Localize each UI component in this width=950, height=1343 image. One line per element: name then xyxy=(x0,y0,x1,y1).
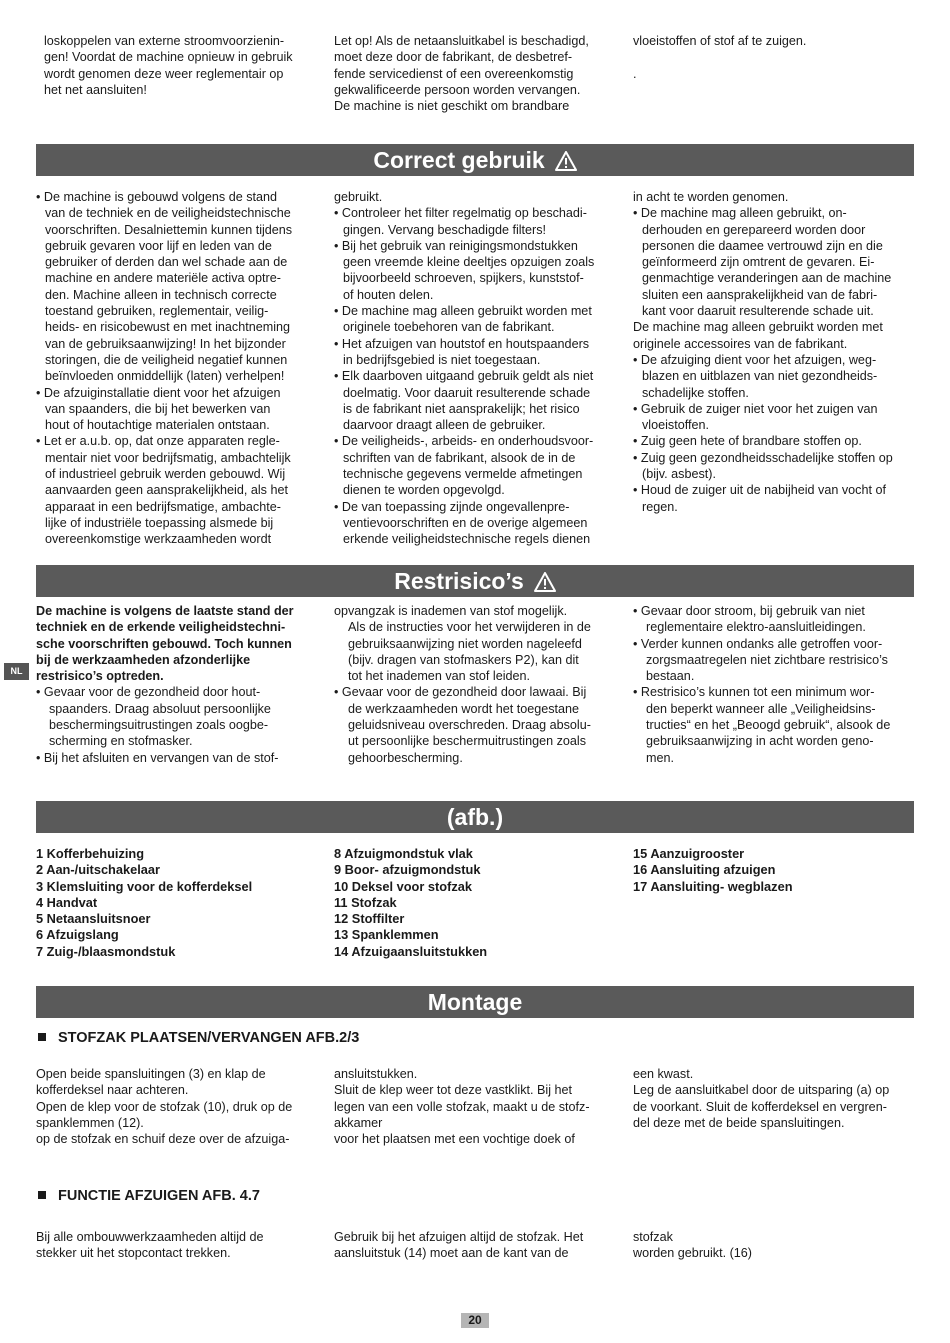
list-item: • Controleer het filter regelmatig op beschadi- gingen. Vervang beschadigde filters! xyxy=(334,206,587,237)
list-item: 13 Spanklemmen xyxy=(334,927,439,943)
list-item: 17 Aansluiting- wegblazen xyxy=(633,878,793,894)
subheading-text: FUNCTIE AFZUIGEN AFB. 4.7 xyxy=(58,1188,260,1204)
list-item: • De machine mag alleen gebruikt worden met originele toebehoren van de fabrikant. xyxy=(334,304,592,335)
list-item: 7 Zuig-/blaasmondstuk xyxy=(36,943,176,959)
list-item: • Gebruik de zuiger niet voor het zuigen van vloeistoffen. xyxy=(633,401,878,433)
list-item: • Restrisico’s kunnen tot een minimum wor- den beperkt wanneer alle „Veiligheidsins- tructies“ en het „Beoogd gebruik“, alsook de gebruiksaanwijzing in acht worden geno- men. xyxy=(633,685,891,765)
list-item: • Zuig geen hete of brandbare stoffen op. xyxy=(633,434,862,449)
list-item: gebruikt. xyxy=(334,190,383,204)
list-item: 2 Aan-/uitschakelaar xyxy=(36,862,160,878)
list-item: 4 Handvat xyxy=(36,894,98,910)
parts-list-col-3 xyxy=(633,846,793,895)
montage-s1-col-2: ansluitstukken. Sluit de klep weer tot deze vastklikt. Bij het legen van een volle stofzak, maakt u de stofz- akkamer voor het plaatsen met een vochtige doek of xyxy=(334,1067,590,1147)
list-item: • Het afzuigen van houtstof en houtspaanders in bedrijfsgebied is niet toegestaan. xyxy=(334,336,590,367)
restrisico-col-1 xyxy=(36,603,326,766)
list-item: • Verder kunnen ondanks alle getroffen voor- zorgsmaatregelen niet zichtbare restrisico’s bestaan. xyxy=(633,636,888,684)
list-item: • Elk daarboven uitgaand gebruik geldt als niet doelmatig. Voor daaruit resulterende schade is de fabrikant niet aansprakelijk; het risico daarvoor draagt alleen de gebruiker. xyxy=(334,369,594,433)
section-banner-correct-gebruik xyxy=(36,144,914,176)
correct-col-3 xyxy=(633,189,918,515)
montage-s1-col-3: een kwast. Leg de aansluitkabel door de uitsparing (a) op de voorkant. Sluit de kofferdeksel en vergren- del deze met de beide spansluitingen. xyxy=(633,1067,890,1130)
square-bullet-icon xyxy=(38,1191,46,1199)
warning-triangle-icon xyxy=(534,572,556,592)
list-item: 6 Afzuigslang xyxy=(36,927,119,943)
list-item: • Houd de zuiger uit de nabijheid van vocht of regen. xyxy=(633,483,886,514)
correct-col-2 xyxy=(334,189,619,548)
list-item: 16 Aansluiting afzuigen xyxy=(633,862,776,878)
list-item: 3 Klemsluiting voor de kofferdeksel xyxy=(36,878,253,894)
montage-s2-col-3: stofzak worden gebruikt. (16) xyxy=(633,1230,753,1261)
list-item: 10 Deksel voor stofzak xyxy=(334,878,472,894)
list-item: • Let er a.u.b. op, dat onze apparaten regle- mentair niet voor bedrijfsmatig, ambachtelijk of industrieel gebruik werden gebouwd. Wij aanvaarden geen aansprakelijkheid, als het apparaat in een bedrijfsmatige, ambachte- lijke of industriële toepassing alsmede bij overeenkomstige werkzaamheden wordt xyxy=(36,434,291,547)
list-item: • De machine is gebouwd volgens de stand van de techniek en de veiligheidstechnische voorschriften. Desalniettemin kunnen tijdens gebruik gevaren voor lijf en leden van de gebruiker of derden dan wel schade aan de machine en andere materiële activa optre- den. Machine alleen in technisch correcte toestand gebruiken, reglementair, veilig- heids- en risicobewust en met inachtneming van de gebruiksaanwijzing! In het bijzonder storingen, die de veiligheid negatief kunnen beïnvloeden onmiddellijk (laten) verhelpen! xyxy=(36,190,293,384)
page-number: 20 xyxy=(461,1313,489,1328)
section-title: Montage xyxy=(427,989,523,1015)
section-banner-afb xyxy=(36,801,914,833)
list-item: • Gevaar door stroom, bij gebruik van niet reglementaire elektro-aansluitleidingen. xyxy=(633,604,866,635)
list-item: • Zuig geen gezondheidsschadelijke stoffen op (bijv. asbest). xyxy=(633,450,893,482)
list-item: 1 Kofferbehuizing xyxy=(36,846,145,861)
section-banner-montage xyxy=(36,986,914,1018)
restrisico-col-3 xyxy=(633,603,918,766)
list-item: • Bij het gebruik van reinigingsmondstukken geen vreemde kleine deeltjes opzuigen zoals bijvoorbeeld schroeven, spijkers, kunststof- of houten delen. xyxy=(334,238,595,302)
subheading-stofzak xyxy=(36,1030,359,1046)
restrisico-col-2 xyxy=(334,603,619,766)
list-item: 14 Afzuigaansluitstukken xyxy=(334,943,488,959)
correct-col-1 xyxy=(36,189,321,548)
list-item: 15 Aanzuigrooster xyxy=(633,846,745,861)
restrisico-intro: De machine is volgens de laatste stand der techniek en de erkende veiligheidstechni- sche voorschriften gebouwd. Toch kunnen bij de werkzaamheden afzonderlijke restrisico’s optreden. xyxy=(36,604,294,684)
montage-s1-col-1: Open beide spansluitingen (3) en klap de kofferdeksel naar achteren. Open de klep voor de stofzak (10), druk op de spanklemmen (12). op de stofzak en schuif deze over de afzuiga- xyxy=(36,1067,293,1147)
list-item: in acht te worden genomen. xyxy=(633,190,789,204)
montage-s2-col-1: Bij alle ombouwwerkzaamheden altijd de stekker uit het stopcontact trekken. xyxy=(36,1230,264,1261)
list-item: • De afzuiging dient voor het afzuigen, weg- blazen en uitblazen van niet gezondheids- schadelijke stoffen. xyxy=(633,352,878,400)
list-item: 9 Boor- afzuigmondstuk xyxy=(334,862,481,878)
list-item: 11 Stofzak xyxy=(334,894,397,910)
subheading-afzuigen xyxy=(36,1188,260,1204)
language-tab-nl: NL xyxy=(4,663,29,680)
list-item: 5 Netaansluitsnoer xyxy=(36,911,151,927)
list-item: • De afzuiginstallatie dient voor het afzuigen van spaanders, die bij het bewerken van hout of houtachtige materialen ontstaan. xyxy=(36,385,281,433)
parts-list-col-1 xyxy=(36,846,252,960)
parts-list-col-2 xyxy=(334,846,487,960)
top-col-3: vloeistoffen of stof af te zuigen. . xyxy=(633,34,807,81)
top-col-1: loskoppelen van externe stroomvoorzienin- gen! Voordat de machine opnieuw in gebruik wordt genomen deze weer reglementair op het net aansluiten! xyxy=(44,34,293,97)
top-col-2: Let op! Als de netaansluitkabel is beschadigd, moet deze door de fabrikant, de desbetref- fende servicedienst of een overeenkomstig gekwalificeerde persoon worden vervangen. De machine is niet geschikt om brandbare xyxy=(334,34,589,114)
subheading-text: STOFZAK PLAATSEN/VERVANGEN AFB.2/3 xyxy=(58,1030,360,1046)
section-title: Correct gebruik xyxy=(373,147,545,173)
paragraph: De machine mag alleen gebruikt worden met originele accessoires van de fabrikant. xyxy=(633,320,883,351)
section-title: (afb.) xyxy=(446,804,504,830)
list-item: • De van toepassing zijnde ongevallenpre- ventievoorschriften en de overige algemeen erkende veiligheidstechnische regels dienen xyxy=(334,499,591,547)
section-banner-restrisicos xyxy=(36,565,914,597)
list-item: opvangzak is inademen van stof mogelijk. Als de instructies voor het verwijderen in de gebruiksaanwijzing niet worden nageleefd (bijv. dragen van stofmaskers P2), kan dit tot het inademen van stof leiden. xyxy=(334,604,591,684)
section-title: Restrisico’s xyxy=(394,568,524,594)
list-item: 8 Afzuigmondstuk vlak xyxy=(334,846,473,861)
list-item: • De veiligheids-, arbeids- en onderhoudsvoor- schriften van de fabrikant, alsook de in de technische gegevens vermelde afmetingen dienen te worden opgevolgd. xyxy=(334,434,594,498)
list-item: • Gevaar voor de gezondheid door hout- spaanders. Draag absoluut persoonlijke beschermingsuitrustingen zoals oogbe- scherming en stofmasker. xyxy=(36,685,271,749)
list-item: 12 Stoffilter xyxy=(334,911,405,927)
montage-s2-col-2: Gebruik bij het afzuigen altijd de stofzak. Het aansluitstuk (14) moet aan de kant van de xyxy=(334,1230,584,1261)
list-item: • De machine mag alleen gebruikt, on- derhouden en gerepareerd worden door personen die daamee vertrouwd zijn en die geïnformeerd zijn omtrent de gevaren. Ei- genmachtige veranderingen aan de machine sluiten een aansprakelijkheid van de fabri- kant voor daaruit resulterende schade uit. xyxy=(633,206,892,319)
list-item: • Gevaar voor de gezondheid door lawaai. Bij de werkzaamheden wordt het toegestane geluidsniveau overschreden. Draag absolu- ut persoonlijke beschermuitrustingen zoals gehoorbescherming. xyxy=(334,685,591,765)
square-bullet-icon xyxy=(38,1033,46,1041)
warning-triangle-icon xyxy=(555,151,577,171)
list-item: • Bij het afsluiten en vervangen van de stof- xyxy=(36,750,279,765)
